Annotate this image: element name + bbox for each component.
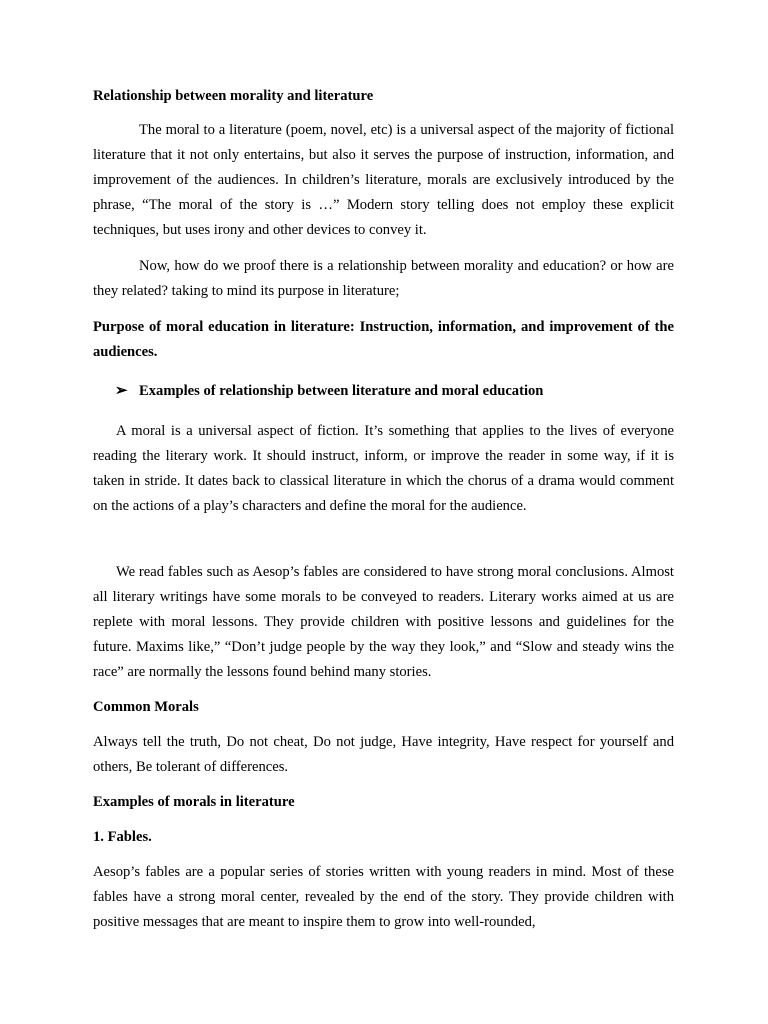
heading-examples-morals: Examples of morals in literature	[93, 794, 295, 810]
arrow-bullet-icon: ➢	[115, 383, 128, 399]
paragraph-moral: A moral is a universal aspect of fiction. It’s something that applies to the lives of everyone reading the literary work. It should instruct, inform, or improve the reader in some way, if it is taken in stride. It dates back to classical literature in which the chorus of a drama would comment on the actions of a play’s characters and define the moral for the audience.	[93, 423, 674, 514]
paragraph-fables: We read fables such as Aesop’s fables are considered to have strong moral conclusions. Almost all literary writings have some morals to be conveyed to readers. Literary works aimed at us are replete with moral lessons. They provide children with positive lessons and guidelines for the future. Maxims like,” “Don’t judge people by the way they look,” and “Slow and steady wins the race” are normally the lessons found behind many stories.	[93, 564, 674, 680]
bullet-heading-text: Examples of relationship between literature and moral education	[139, 383, 544, 399]
heading-common-morals: Common Morals	[93, 699, 199, 715]
heading-fables: 1. Fables.	[93, 829, 152, 845]
bullet-heading-row	[115, 379, 675, 404]
heading-purpose: Purpose of moral education in literature: Instruction, information, and improvement of the audiences.	[93, 319, 674, 360]
paragraph-common-morals: Always tell the truth, Do not cheat, Do not judge, Have integrity, Have respect for yourself and others, Be tolerant of differences.	[93, 734, 674, 775]
paragraph-aesop: Aesop’s fables are a popular series of stories written with young readers in mind. Most of these fables have a strong moral center, revealed by the end of the story. They provide children with positive messages that are meant to inspire them to grow into well-rounded,	[93, 864, 674, 930]
heading-relationship: Relationship between morality and literature	[93, 88, 374, 104]
paragraph-question: Now, how do we proof there is a relationship between morality and education? or how are they related? taking to mind its purpose in literature;	[93, 258, 674, 299]
paragraph-intro: The moral to a literature (poem, novel, etc) is a universal aspect of the majority of fictional literature that it not only entertains, but also it serves the purpose of instruction, information, and improvement of the audiences. In children’s literature, morals are exclusively introduced by the phrase, “The moral of the story is …” Modern story telling does not employ these explicit techniques, but uses irony and other devices to convey it.	[93, 122, 674, 238]
